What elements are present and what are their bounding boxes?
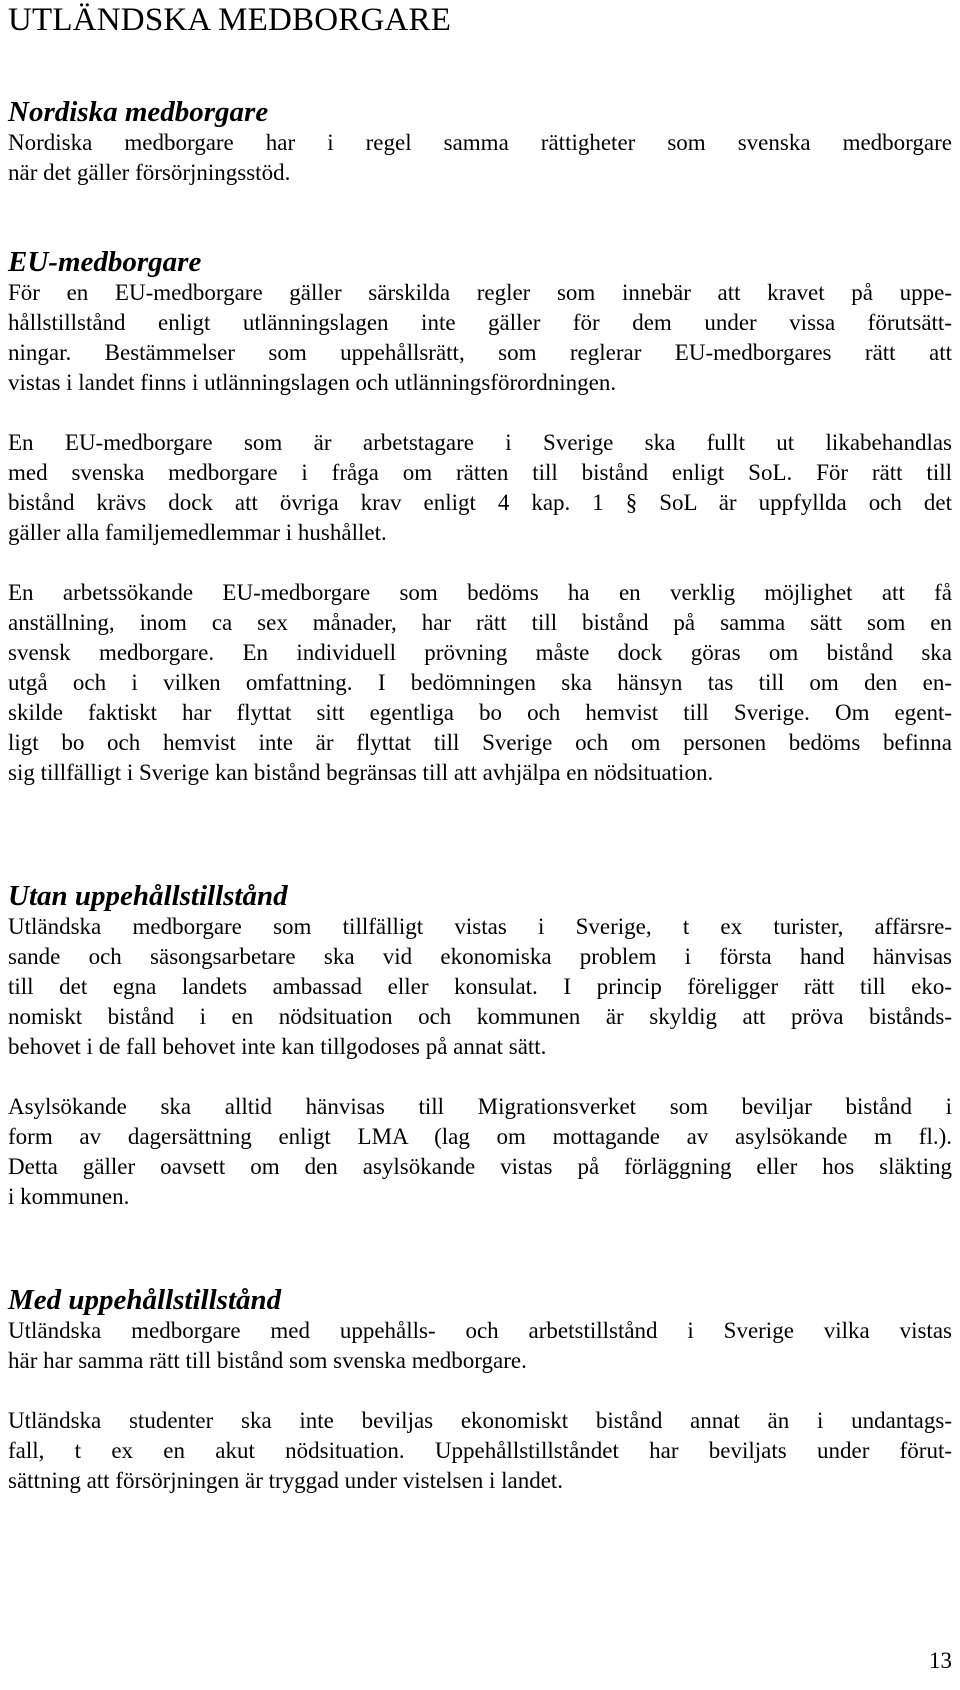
- text-line: vistas i landet finns i utlänningslagen och utlänningsförordningen.: [8, 370, 617, 395]
- text-line: Nordiska medborgare har i regel samma rättigheter som svenska medborgare: [8, 130, 952, 155]
- section-4: [8, 1284, 952, 1493]
- paragraph: [8, 1316, 952, 1376]
- text-line: bistånd krävs dock att övriga krav enligt 4 kap. 1 § SoL är uppfyllda och det: [8, 490, 952, 515]
- paragraph: [8, 578, 952, 788]
- section-heading: Nordiska medborgare: [8, 96, 269, 128]
- text-line: när det gäller försörjningsstöd.: [8, 160, 291, 185]
- text-line: skilde faktiskt har flyttat sitt egentliga bo och hemvist till Sverige. Om egent-: [8, 700, 952, 725]
- text-line: i kommunen.: [8, 1184, 130, 1209]
- page-number: 13: [929, 1648, 952, 1673]
- paragraph: [8, 1092, 952, 1212]
- text-line: här har samma rätt till bistånd som svenska medborgare.: [8, 1348, 527, 1373]
- text-line: Utländska medborgare som tillfälligt vistas i Sverige, t ex turister, affärsre-: [8, 914, 952, 939]
- text-line: hållstillstånd enligt utlänningslagen inte gäller för dem under vissa förutsätt-: [8, 310, 952, 335]
- text-line: ningar. Bestämmelser som uppehållsrätt, som reglerar EU-medborgares rätt att: [8, 340, 952, 365]
- paragraph: [8, 428, 952, 548]
- document-title: UTLÄNDSKA MEDBORGARE: [8, 2, 452, 38]
- text-line: gäller alla familjemedlemmar i hushållet.: [8, 520, 387, 545]
- text-line: Utländska medborgare med uppehålls- och arbetstillstånd i Sverige vilka vistas: [8, 1318, 952, 1343]
- text-line: Detta gäller oavsett om den asylsökande vistas på förläggning eller hos släkting: [8, 1154, 952, 1179]
- text-line: Asylsökande ska alltid hänvisas till Migrationsverket som beviljar bistånd i: [8, 1094, 952, 1119]
- text-line: En EU-medborgare som är arbetstagare i Sverige ska fullt ut likabehandlas: [8, 430, 952, 455]
- text-line: fall, t ex en akut nödsituation. Uppehållstillståndet har beviljats under förut-: [8, 1438, 952, 1463]
- text-line: Utländska studenter ska inte beviljas ekonomiskt bistånd annat än i undantags-: [8, 1408, 952, 1433]
- paragraph: [8, 278, 952, 398]
- section-heading: Med uppehållstillstånd: [8, 1284, 282, 1316]
- text-line: För en EU-medborgare gäller särskilda regler som innebär att kravet på uppe-: [8, 280, 952, 305]
- section-heading: Utan uppehållstillstånd: [8, 880, 288, 912]
- section-3: [8, 880, 952, 1209]
- text-line: En arbetssökande EU-medborgare som bedöms ha en verklig möjlighet att få: [8, 580, 952, 605]
- text-line: nomiskt bistånd i en nödsituation och kommunen är skyldig att pröva bistånds-: [8, 1004, 952, 1029]
- section-2: [8, 246, 952, 785]
- text-line: form av dagersättning enligt LMA (lag om mottagande av asylsökande m fl.).: [8, 1124, 952, 1149]
- text-line: med svenska medborgare i fråga om rätten till bistånd enligt SoL. För rätt till: [8, 460, 952, 485]
- section-1: [8, 96, 952, 185]
- text-line: sig tillfälligt i Sverige kan bistånd begränsas till att avhjälpa en nödsituation.: [8, 760, 714, 785]
- text-line: utgå och i vilken omfattning. I bedömningen ska hänsyn tas till om den en-: [8, 670, 952, 695]
- section-heading: EU-medborgare: [8, 246, 202, 278]
- text-line: behovet i de fall behovet inte kan tillgodoses på annat sätt.: [8, 1034, 547, 1059]
- text-line: ligt bo och hemvist inte är flyttat till Sverige och om personen bedöms befinna: [8, 730, 952, 755]
- paragraph: [8, 128, 952, 188]
- text-line: sättning att försörjningen är tryggad under vistelsen i landet.: [8, 1468, 564, 1493]
- paragraph: [8, 912, 952, 1062]
- text-line: sande och säsongsarbetare ska vid ekonomiska problem i första hand hänvisas: [8, 944, 952, 969]
- text-line: svensk medborgare. En individuell prövning måste dock göras om bistånd ska: [8, 640, 952, 665]
- text-line: anställning, inom ca sex månader, har rätt till bistånd på samma sätt som en: [8, 610, 952, 635]
- text-line: till det egna landets ambassad eller konsulat. I princip föreligger rätt till eko-: [8, 974, 952, 999]
- paragraph: [8, 1406, 952, 1496]
